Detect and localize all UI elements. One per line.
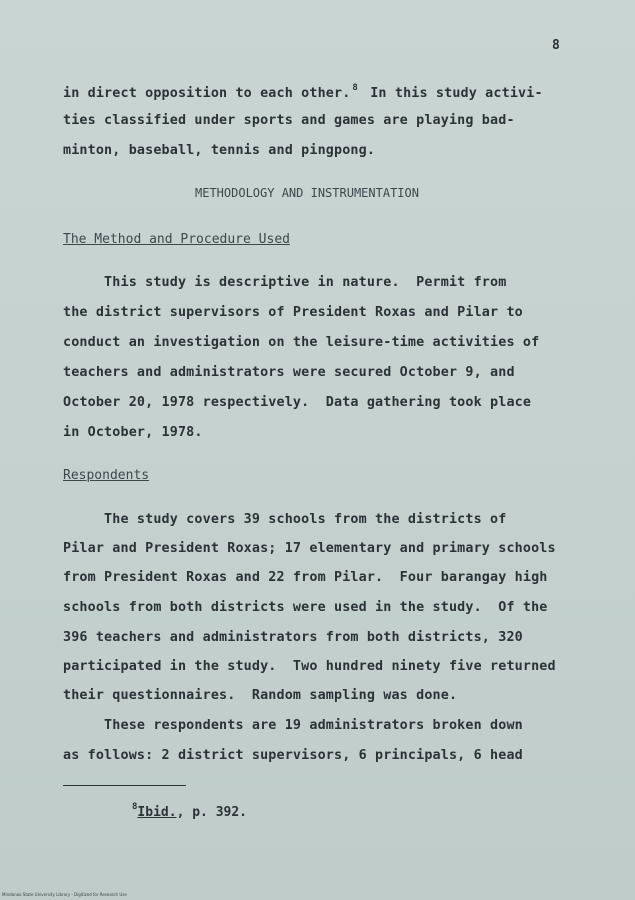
section-heading: METHODOLOGY AND INSTRUMENTATION	[195, 186, 419, 200]
text-line: the district supervisors of President Roxas and Pilar to	[63, 305, 523, 320]
text-line: conduct an investigation on the leisure-time activities of	[63, 335, 540, 350]
text-line: teachers and administrators were secured October 9, and	[63, 365, 515, 380]
text-line: 396 teachers and administrators from both districts, 320	[63, 630, 523, 645]
text-line: in October, 1978.	[63, 425, 203, 440]
subheading-method: The Method and Procedure Used	[63, 232, 290, 247]
footnote-citation: , p. 392.	[176, 805, 248, 820]
text-line: schools from both districts were used in the study. Of the	[63, 600, 548, 615]
text-line: as follows: 2 district supervisors, 6 principals, 6 head	[63, 748, 523, 763]
subheading-respondents: Respondents	[63, 468, 150, 483]
page-number: 8	[552, 38, 560, 53]
text-line: ties classified under sports and games are playing bad-	[63, 113, 515, 128]
text-line	[63, 83, 543, 101]
footnote-reference: 8	[352, 83, 358, 93]
scan-credit: Mindanao State University Library - Digitized for Research Use	[2, 892, 127, 897]
footnote	[130, 802, 247, 820]
text-line: from President Roxas and 22 from Pilar. Four barangay high	[63, 570, 548, 585]
text-line: Pilar and President Roxas; 17 elementary and primary schools	[63, 541, 556, 556]
text-line: This study is descriptive in nature. Permit from	[63, 275, 507, 290]
footnote-number: 8	[132, 802, 138, 812]
text-line: minton, baseball, tennis and pingpong.	[63, 143, 376, 158]
text-fragment: In this study activi-	[370, 86, 543, 101]
text-line: The study covers 39 schools from the districts of	[63, 512, 507, 527]
text-line: their questionnaires. Random sampling was done.	[63, 688, 458, 703]
text-line: October 20, 1978 respectively. Data gathering took place	[63, 395, 532, 410]
text-line: participated in the study. Two hundred ninety five returned	[63, 659, 556, 674]
text-line: These respondents are 19 administrators broken down	[63, 718, 523, 733]
text-fragment: in direct opposition to each other.	[63, 86, 351, 101]
footnote-divider	[63, 785, 186, 786]
footnote-ibid: Ibid.	[137, 805, 177, 820]
